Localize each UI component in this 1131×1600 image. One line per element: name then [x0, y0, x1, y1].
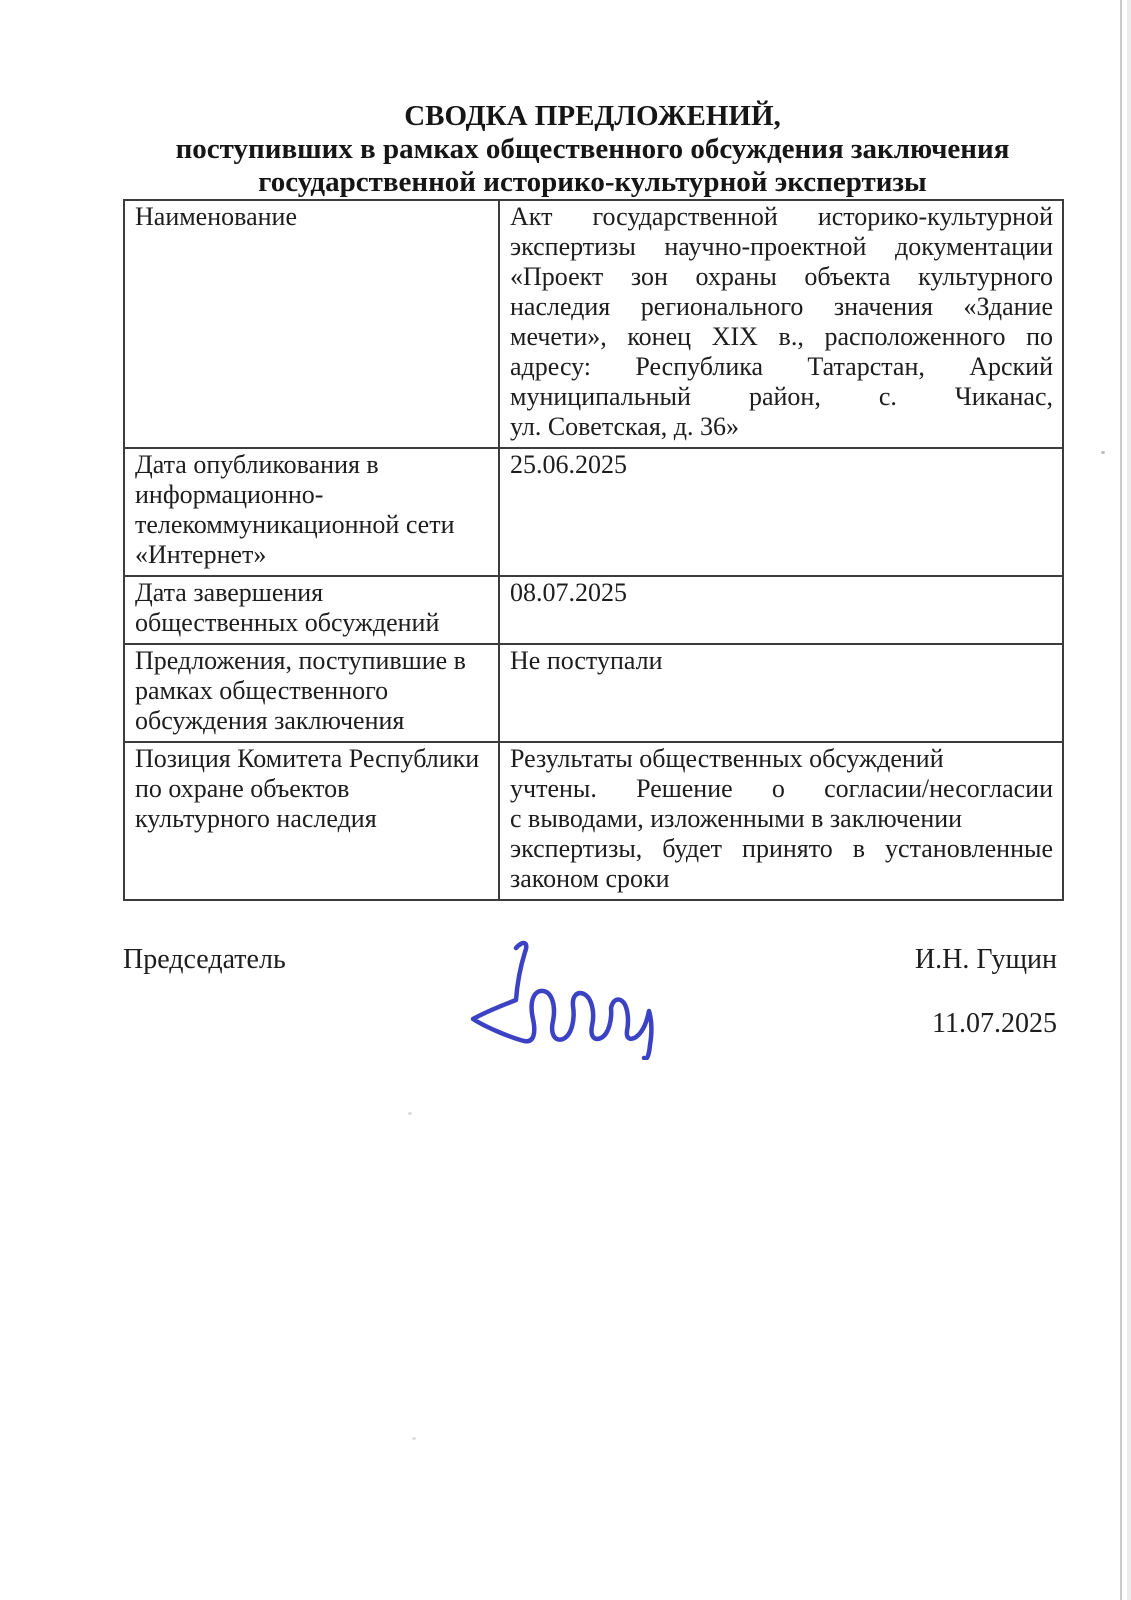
signer-role: Председатель — [123, 944, 286, 975]
value-line: мечети», конец XIX в., расположенного по — [510, 322, 1053, 351]
value-line: экспертизы, будет принято в установленные — [510, 834, 1053, 863]
value-line: экспертизы научно-проектной документации — [510, 232, 1053, 261]
row-label-proposals: Предложения, поступившие в рамках общественного обсуждения заключения — [124, 644, 499, 742]
value-line: учтены. Решение о согласии/несогласии — [510, 774, 1053, 803]
table-row-end-date — [124, 576, 1063, 644]
value-line: Результаты общественных обсуждений — [510, 744, 944, 773]
row-label-committee-position: Позиция Комитета Республики по охране объектов культурного наследия — [124, 742, 499, 900]
value-line: законом сроки — [510, 864, 670, 893]
scan-artifact-line — [1120, 0, 1122, 1600]
title-line-2: поступивших в рамках общественного обсуждения заключения — [175, 133, 1010, 165]
title-line-3: государственной историко-культурной экспертизы — [258, 166, 927, 198]
value-line: с выводами, изложенными в заключении — [510, 804, 963, 833]
scan-speck — [408, 1112, 412, 1115]
value-line: адресу: Республика Татарстан, Арский — [510, 352, 1053, 381]
scan-speck — [1101, 451, 1105, 454]
document-title — [123, 100, 1062, 199]
title-line-1: СВОДКА ПРЕДЛОЖЕНИЙ, — [404, 100, 781, 132]
proposals-summary-table — [123, 199, 1064, 901]
value-line: Акт государственной историко-культурной — [510, 202, 1053, 231]
row-value-name — [499, 200, 1063, 448]
row-label-publication-date: Дата опубликования в информационно-телекоммуникационной сети «Интернет» — [124, 448, 499, 576]
row-value-publication-date: 25.06.2025 — [499, 448, 1063, 576]
scan-speck — [412, 1437, 416, 1440]
value-line: «Проект зон охраны объекта культурного — [510, 262, 1053, 291]
table-row-proposals — [124, 644, 1063, 742]
row-value-committee-position — [499, 742, 1063, 900]
table-row-name — [124, 200, 1063, 448]
scan-artifact-edge — [1127, 0, 1131, 1600]
row-value-proposals: Не поступали — [499, 644, 1063, 742]
row-label-end-date: Дата завершения общественных обсуждений — [124, 576, 499, 644]
signer-name: И.Н. Гущин — [914, 944, 1057, 975]
value-line: муниципальный район, с. Чиканас, — [510, 382, 1053, 411]
signature-date: 11.07.2025 — [932, 1008, 1057, 1039]
handwritten-signature — [440, 930, 670, 1060]
row-label-name: Наименование — [124, 200, 499, 448]
value-line: наследия регионального значения «Здание — [510, 292, 1053, 321]
value-line: ул. Советская, д. 36» — [510, 412, 740, 441]
table-row-committee-position — [124, 742, 1063, 900]
row-value-end-date: 08.07.2025 — [499, 576, 1063, 644]
table-row-publication-date — [124, 448, 1063, 576]
